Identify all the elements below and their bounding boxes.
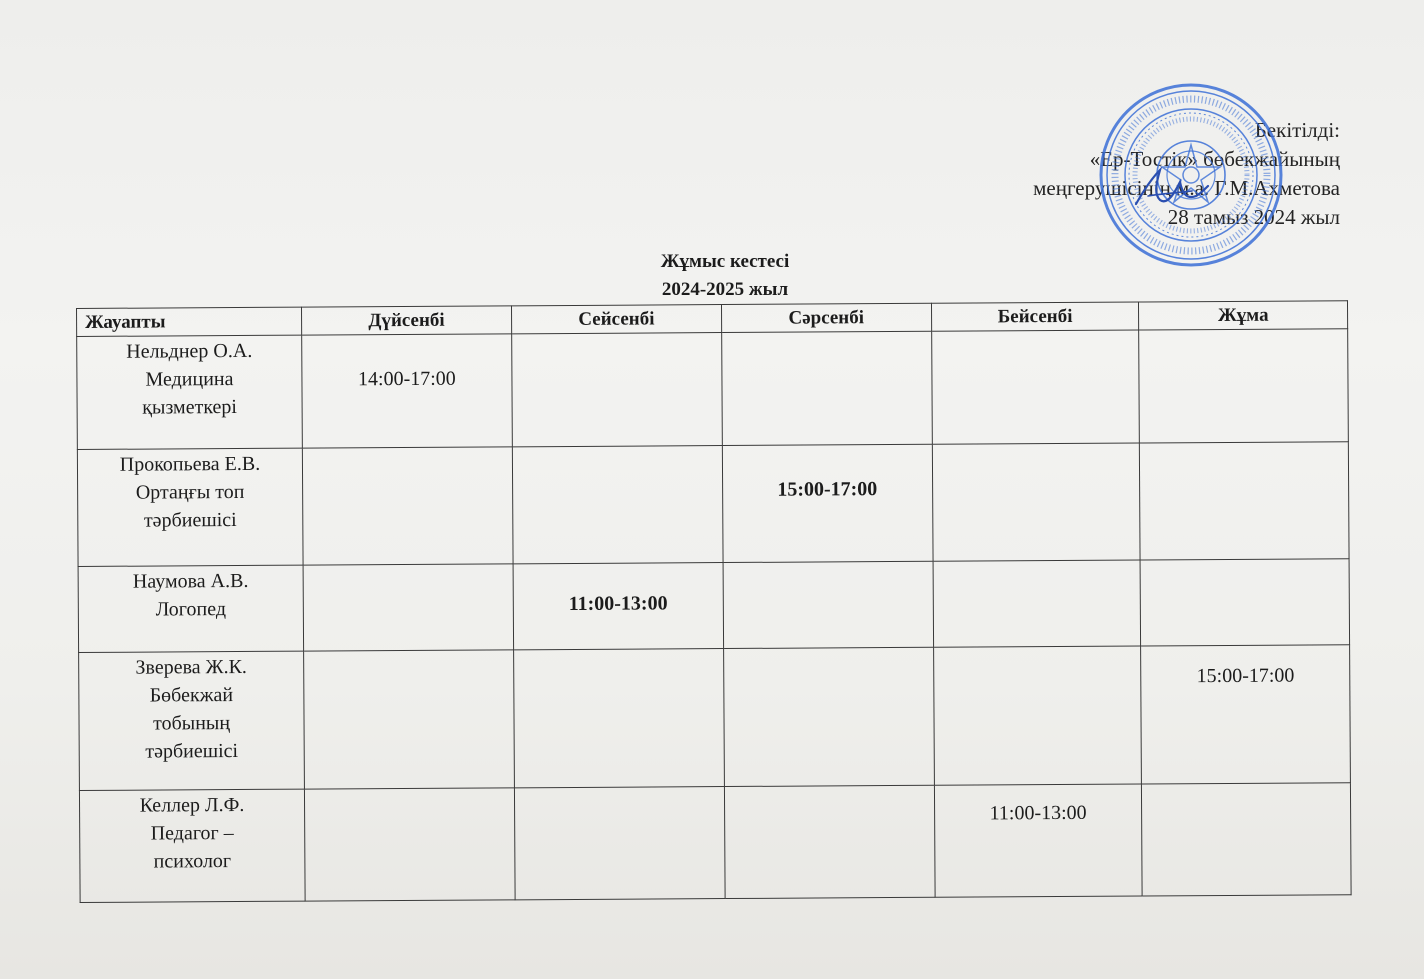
table-row: [77, 442, 1349, 567]
header-tuesday: Сейсенбі: [511, 305, 721, 334]
schedule-cell-thursday: [932, 443, 1141, 561]
table-row: [78, 559, 1350, 653]
document-title: [560, 248, 890, 304]
person-role: Бөбекжай: [149, 684, 234, 707]
table-row: [79, 645, 1351, 791]
approval-block: [1033, 116, 1340, 232]
person-role: Ортаңғы топ: [135, 480, 245, 504]
title-line-2: 2024-2025 жыл: [661, 279, 789, 300]
approval-org: «Ер-Тостік» бөбекжайының: [1089, 147, 1340, 171]
schedule-table: [76, 300, 1352, 903]
responsible-cell: [79, 651, 305, 790]
person-name: Зверева Ж.К.: [135, 655, 247, 679]
header-wednesday: Сәрсенбі: [721, 303, 931, 332]
responsible-cell: [79, 789, 305, 902]
table-row: [77, 329, 1349, 450]
header-friday: Жұма: [1139, 301, 1348, 330]
schedule-cell-wednesday: [724, 785, 935, 898]
schedule-cell-tuesday: [513, 649, 724, 788]
responsible-cell: [77, 448, 303, 566]
schedule-cell-monday: [304, 650, 515, 789]
schedule-cell-wednesday: [721, 331, 932, 445]
schedule-cell-wednesday: [723, 647, 934, 786]
approval-date: 28 тамыз 2024 жыл: [1167, 205, 1340, 229]
person-role: Педагог –: [150, 822, 234, 845]
title-line-1: Жұмыс кестесі: [660, 251, 790, 272]
responsible-cell: [78, 565, 304, 652]
person-role: психолог: [153, 850, 232, 873]
schedule-cell-friday: 15:00-17:00: [1141, 645, 1350, 784]
schedule-cell-friday: [1142, 783, 1351, 896]
schedule-cell-monday: [303, 564, 513, 651]
schedule-cell-tuesday: [512, 333, 723, 447]
schedule-cell-thursday: [931, 330, 1140, 444]
person-role: Медицина: [145, 368, 234, 391]
responsible-cell: [77, 335, 303, 449]
schedule-cell-monday: [304, 788, 515, 901]
person-name: Нельднер О.А.: [126, 339, 253, 363]
approval-head: меңгерушісінің м.а. Г.М.Ахметова: [1033, 176, 1340, 200]
schedule-cell-thursday: 11:00-13:00: [934, 784, 1143, 897]
schedule-cell-thursday: [933, 646, 1142, 785]
approval-heading: Бекітілді:: [1254, 118, 1340, 142]
person-role: тәрбиешісі: [143, 509, 237, 532]
schedule-cell-friday: [1140, 442, 1349, 560]
person-name: Прокопьева Е.В.: [119, 452, 261, 476]
schedule-cell-monday: [302, 447, 513, 565]
schedule-cell-friday: [1141, 559, 1350, 646]
schedule-cell-wednesday: [723, 561, 933, 648]
schedule-cell-tuesday: [512, 446, 723, 564]
table-row: [79, 783, 1351, 903]
schedule-cell-friday: [1139, 329, 1348, 443]
header-responsible: Жауапты: [77, 307, 302, 336]
schedule-cell-thursday: [933, 560, 1141, 647]
person-name: Келлер Л.Ф.: [139, 793, 245, 817]
schedule-cell-wednesday: 15:00-17:00: [722, 444, 933, 562]
schedule-cell-tuesday: 11:00-13:00: [513, 563, 723, 650]
person-role: тобының: [153, 712, 231, 735]
header-monday: Дүйсенбі: [301, 306, 511, 335]
schedule-cell-monday: 14:00-17:00: [302, 334, 513, 448]
header-thursday: Бейсенбі: [931, 302, 1139, 331]
person-role: қызметкері: [142, 396, 238, 419]
person-role: Логопед: [155, 598, 227, 621]
person-role: тәрбиешісі: [145, 740, 239, 763]
schedule-cell-tuesday: [514, 787, 725, 900]
person-name: Наумова А.В.: [132, 569, 249, 593]
